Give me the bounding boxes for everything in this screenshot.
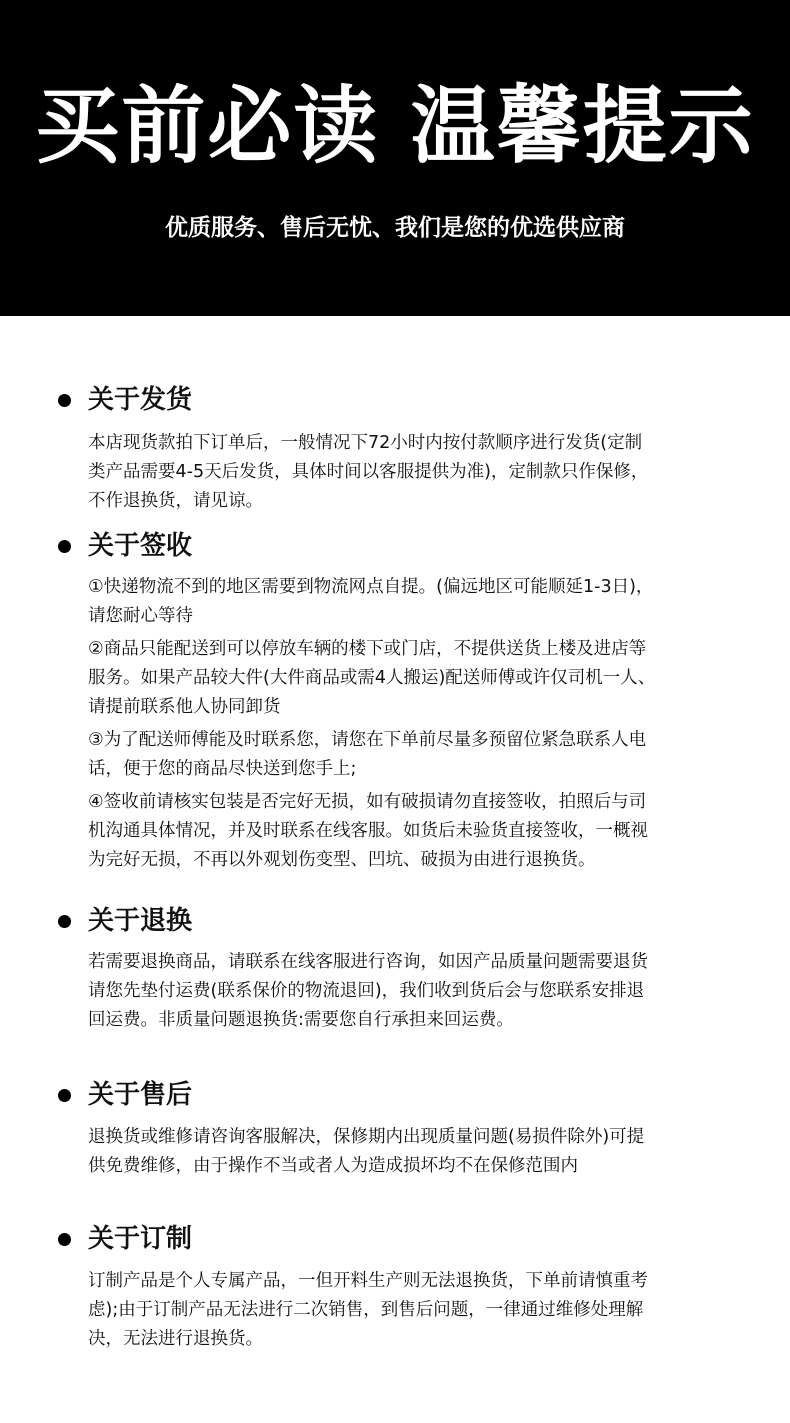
text-line: 请您先垫付运费(联系保价的物流退回)，我们收到货后会与您联系安排退 xyxy=(88,981,645,1001)
text-line: ①快递物流不到的地区需要到物流网点自提。(偏远地区可能顺延1-3日)， xyxy=(88,577,654,597)
text-line: 话，便于您的商品尽快送到您手上; xyxy=(88,759,357,779)
text-line: 订制产品是个人专属产品，一但开料生产则无法退换货，下单前请慎重考 xyxy=(88,1271,648,1291)
bullet-icon xyxy=(58,394,71,407)
text-line: 不作退换货，请见谅。 xyxy=(88,491,263,511)
text-line: ②商品只能配送到可以停放车辆的楼下或门店，不提供送货上楼及进店等 xyxy=(88,639,647,659)
text-line: 请提前联系他人协同卸货 xyxy=(88,697,281,717)
paragraph xyxy=(88,948,728,1035)
paragraph xyxy=(88,429,728,516)
section-heading: 关于发货 xyxy=(88,385,193,415)
section-heading: 关于售后 xyxy=(88,1080,193,1110)
page-subtitle: 优质服务、售后无忧、我们是您的优选供应商 xyxy=(165,215,625,241)
text-line: 机沟通具体情况，并及时联系在线客服。如货后未验货直接签收，一概视 xyxy=(88,821,648,841)
header-banner xyxy=(0,0,790,316)
text-line: ③为了配送师傅能及时联系您，请您在下单前尽量多预留位紧急联系人电 xyxy=(88,730,647,750)
text-line: 类产品需要4-5天后发货，具体时间以客服提供为准)，定制款只作保修， xyxy=(88,462,649,482)
text-line: 服务。如果产品较大件(大件商品或需4人搬运)配送师傅或许仅司机一人、 xyxy=(88,668,656,688)
bullet-icon xyxy=(58,915,71,928)
text-line: 退换货或维修请咨询客服解决，保修期内出现质量问题(易损件除外)可提 xyxy=(88,1127,645,1147)
section-heading: 关于退换 xyxy=(88,906,193,936)
bullet-icon xyxy=(58,540,71,553)
text-line: 回运费。非质量问题退换货:需要您自行承担来回运费。 xyxy=(88,1010,514,1030)
section-heading: 关于订制 xyxy=(88,1224,193,1254)
page-title: 买前必读 温馨提示 xyxy=(35,77,755,175)
paragraph xyxy=(88,788,728,875)
text-line: ④签收前请核实包装是否完好无损，如有破损请勿直接签收，拍照后与司 xyxy=(88,792,647,812)
paragraph xyxy=(88,573,728,631)
paragraph xyxy=(88,1123,728,1181)
text-line: 请您耐心等待 xyxy=(88,606,193,626)
section-heading: 关于签收 xyxy=(88,531,193,561)
text-line: 供免费维修，由于操作不当或者人为造成损坏均不在保修范围内 xyxy=(88,1156,578,1176)
text-line: 若需要退换商品，请联系在线客服进行咨询，如因产品质量问题需要退货 xyxy=(88,952,648,972)
text-line: 决，无法进行退换货。 xyxy=(88,1329,263,1349)
bullet-icon xyxy=(58,1089,71,1102)
text-line: 为完好无损，不再以外观划伤变型、凹坑、破损为由进行退换货。 xyxy=(88,850,596,870)
bullet-icon xyxy=(58,1233,71,1246)
text-line: 本店现货款拍下订单后，一般情况下72小时内按付款顺序进行发货(定制 xyxy=(88,433,643,453)
paragraph xyxy=(88,1267,728,1354)
paragraph xyxy=(88,635,728,722)
paragraph xyxy=(88,726,728,784)
text-line: 虑);由于订制产品无法进行二次销售，到售后问题，一律通过维修处理解 xyxy=(88,1300,644,1320)
